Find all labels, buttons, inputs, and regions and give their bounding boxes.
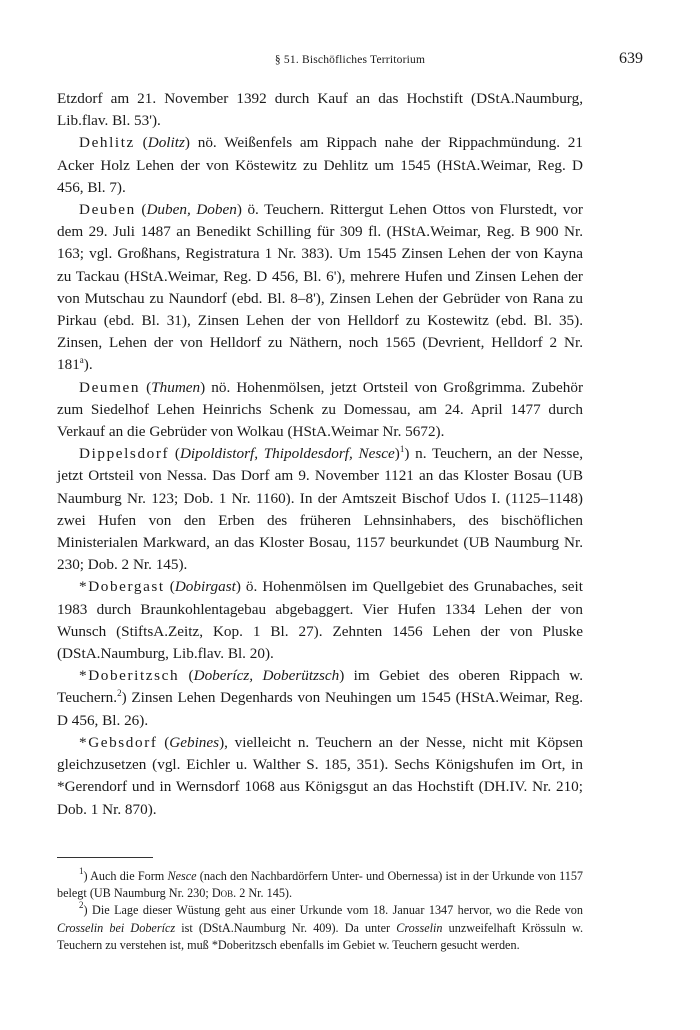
footnote-text: unzweifelhaft Krössuln w. Teuchern zu verstehen ist, muß *Doberitzsch ebenfalls im Gebiet w. Teuchern gesucht werden. [57,920,584,952]
name-variants: Duben, Doben [146,201,237,219]
main-text [57,88,583,821]
place-name: Deumen [79,378,141,396]
paragraph-continuation: Etzdorf am 21. November 1392 durch Kauf an das Hochstift (DStA.Naumburg, Lib.flav. Bl. 53'). [57,90,583,130]
entry-dobergast: *Dobergast (Dobirgast) ö. Hohenmölsen im Quellgebiet des Grunabaches, seit 1983 durch Braunkohlentagebau abgebaggert. Vier Hufen 1334 Lehen der von Wunsch (StiftsA.Zeitz, Kop. 1 Bl. 27). Zehnten 1456 Lehen der von Pluske (DStA.Naumburg, Lib.flav. Bl. 20). [57,578,583,663]
place-name: Dehlitz [79,134,135,152]
name-variants: Dipoldistorf, Thipoldesdorf, Nesce [179,445,395,463]
name-variants: Doberícz, Doberützsch [193,667,340,685]
footnote-mark: 1 [79,866,84,876]
footnote-text: (nach den Nachbardörfern Unter- und Obernessa) ist in der Urkunde von 1157 belegt (UB Naumburg Nr. 230; [57,869,584,901]
place-name: *Dobergast [79,578,165,596]
entry-gebsdorf: *Gebsdorf (Gebines), vielleicht n. Teuchern an der Nesse, nicht mit Köpsen gleichzusetzen (vgl. Eichler u. Walther S. 185, 351). Sechs Königshufen im Ort, in *Gerendorf und in Wernsdorf 1068 aus Königsgut an das Hochstift (DH.IV. Nr. 210; Dob. 1 Nr. 870). [57,733,583,818]
entry-deumen: Deumen (Thumen) nö. Hohenmölsen, jetzt Ortsteil von Großgrimma. Zubehör zum Siedelhof Lehen Heinrichs Schenk zu Domessau, am 24. April 1477 durch Verkauf an die Gebrüder von Wolkau (HStA.Weimar Nr. 5672). [57,378,584,441]
superscript: a [79,355,84,366]
place-name: Dippelsdorf [79,445,170,463]
footnote-text: ist (DStA.Naumburg Nr. 409). Da unter [175,920,397,935]
footnote-text: Auch die Form [87,869,168,883]
page-header [57,50,643,72]
entry-deuben: Deuben (Duben, Doben) ö. Teuchern. Rittergut Lehen Ottos von Flurstedt, vor dem 29. Juli 1487 an Benedikt Schilling für 309 fl. (HStA.Weimar, Reg. B 900 Nr. 163; vgl. Großhans, Registratura 1 Nr. 383). Um 1545 Zinsen Lehen der von Kayna zu Tackau (HStA.Weimar, Reg. D 456, Bl. 6'), mehrere Hufen und Zinsen Lehen der von Mutschau zu Naundorf (ebd. Bl. 8–8'), Zinsen Lehen der Gebrüder von Rana zu Pirkau (ebd. Bl. 31), Zinsen Lehen der von Helldorf zu Kostewitz (ebd. Bl. 35). Zinsen, Lehen der von Helldorf zu Näthern, noch 1565 (Devrient, Helldorf 2 Nr. 181$^a$). [57,201,583,374]
entry-text: nö. Weißenfels am Rippach nahe der Rippachmündung. 21 Acker Holz Lehen der von Köstewitz zu Dehlitz um 1545 (HStA.Weimar, Reg. D 456, Bl. 7). [57,134,583,196]
page-number: 639 [619,50,643,67]
name-variants: Gebines [169,733,220,751]
entry-doberitzsch: *Doberitzsch (Doberícz, Doberützsch) im Gebiet des oberen Rippach w. Teuchern.$^2$) Zinsen Lehen Degenhards von Neuhingen um 1545 (HStA.Weimar, Reg. D 456, Bl. 26). [57,667,583,729]
running-title: § 51. Bischöfliches Territorium [274,54,426,66]
footnote-italic: Crosselin bei Doberícz [57,920,176,935]
footnote-divider [57,857,153,858]
footnote-italic: Nesce [167,869,197,883]
footnote-text: Die Lage dieser Wüstung geht aus einer Urkunde vom 18. Januar 1347 hervor, wo die Rede von [87,903,583,918]
name-variants: Thumen [151,378,201,396]
entry-text-end: ). [83,356,93,374]
footnotes [57,868,583,954]
entry-text: , vielleicht n. Teuchern an der Nesse, nicht mit Köpsen gleichzusetzen (vgl. Eichler u. Walther S. 185, 351). Sechs Königshufen im Ort, in *Gerendorf und in Wernsdorf 1068 aus Königsgut an das Hochstift (DH.IV. Nr. 210; Dob. 1 Nr. 870). [57,733,583,818]
entry-text: n. Teuchern, an der Nesse, jetzt Ortsteil von Nessa. Das Dorf am 9. November 1121 an das Kloster Bosau (UB Naumburg Nr. 123; Dob. 1 Nr. 1160). In der Amtszeit Bischof Udos I. (1125–1148) zwei Hufen von den Erben des früheren Lehnsinhabers, des bischöflichen Ministerialen Markward, an das Kloster Bosau, 1157 beurkundet (UB Naumburg Nr. 230; Dob. 2 Nr. 145). [57,445,583,574]
entry-dehlitz: Dehlitz (Dolitz) nö. Weißenfels am Rippach nahe der Rippachmündung. 21 Acker Holz Lehen der von Köstewitz zu Dehlitz um 1545 (HStA.Weimar, Reg. D 456, Bl. 7). [57,134,583,196]
footnote-2: $^2$) Die Lage dieser Wüstung geht aus einer Urkunde vom 18. Januar 1347 hervor, wo die Rede von Crosselin bei Doberícz ist (DStA.Naumburg Nr. 409). Da unter Crosselin unzweifelhaft Krössuln w. Teuchern zu verstehen ist, muß *Doberitzsch ebenfalls im Gebiet w. Teuchern gesucht werden. [57,900,584,952]
footnote-1: $^1$) Auch die Form Nesce (nach den Nachbardörfern Unter- und Obernessa) ist in der Urkunde von 1157 belegt (UB Naumburg Nr. 230; Dob. 2 Nr. 145). [57,866,584,901]
entry-dippelsdorf: Dippelsdorf (Dipoldistorf, Thipoldesdorf, Nesce)$^1$) n. Teuchern, an der Nesse, jetzt Ortsteil von Nessa. Das Dorf am 9. November 1121 an das Kloster Bosau (UB Naumburg Nr. 123; Dob. 1 Nr. 1160). In der Amtszeit Bischof Udos I. (1125–1148) zwei Hufen von den Erben des früheren Lehnsinhabers, des bischöflichen Ministerialen Markward, an das Kloster Bosau, 1157 beurkundet (UB Naumburg Nr. 230; Dob. 2 Nr. 145). [57,444,583,574]
entry-text: nö. Hohenmölsen, jetzt Ortsteil von Großgrimma. Zubehör zum Siedelhof Lehen Heinrichs Schenk zu Domessau, am 24. April 1477 durch Verkauf an die Gebrüder von Wolkau (HStA.Weimar Nr. 5672). [57,378,584,441]
footnote-abbrev: Dob. [211,886,237,901]
name-variants: Dobirgast [174,578,236,596]
footnote-mark: 2 [79,900,84,911]
footnote-ref-2[interactable]: 2 [117,688,122,699]
footnote-italic: Crosselin [396,920,443,935]
place-name: *Doberitzsch [79,667,180,685]
footnote-text: 2 Nr. 145). [236,886,293,901]
name-variants: Dolitz [147,134,185,152]
entry-text: ö. Teuchern. Rittergut Lehen Ottos von Flurstedt, vor dem 29. Juli 1487 an Benedikt Schilling für 309 fl. (HStA.Weimar, Reg. B 900 Nr. 163; vgl. Großhans, Registratura 1 Nr. 383). Um 1545 Zinsen Lehen der von Kayna zu Tackau (HStA.Weimar, Reg. D 456, Bl. 6'), mehrere Hufen und Zinsen Lehen der von Mutschau zu Naundorf (ebd. Bl. 8–8'), Zinsen Lehen der Gebrüder von Rana zu Pirkau (ebd. Bl. 31), Zinsen Lehen der von Helldorf zu Kostewitz (ebd. Bl. 35). Zinsen, Lehen der von Helldorf zu Näthern, noch 1565 (Devrient, Helldorf 2 Nr. 181 [57,201,583,374]
place-name: Deuben [79,201,136,219]
place-name: *Gebsdorf [79,733,158,751]
entry-text: ö. Hohenmölsen im Quellgebiet des Grunabaches, seit 1983 durch Braunkohlentagebau abgebaggert. Vier Hufen 1334 Lehen der von Wunsch (StiftsA.Zeitz, Kop. 1 Bl. 27). Zehnten 1456 Lehen der von Pluske (DStA.Naumburg, Lib.flav. Bl. 20). [57,578,583,663]
entry-text-cont: Zinsen Lehen Degenhards von Neuhingen um 1545 (HStA.Weimar, Reg. D 456, Bl. 26). [57,689,583,729]
footnote-ref-1[interactable]: 1 [399,444,405,455]
entry-text: im Gebiet des oberen Rippach w. Teuchern. [57,667,583,707]
